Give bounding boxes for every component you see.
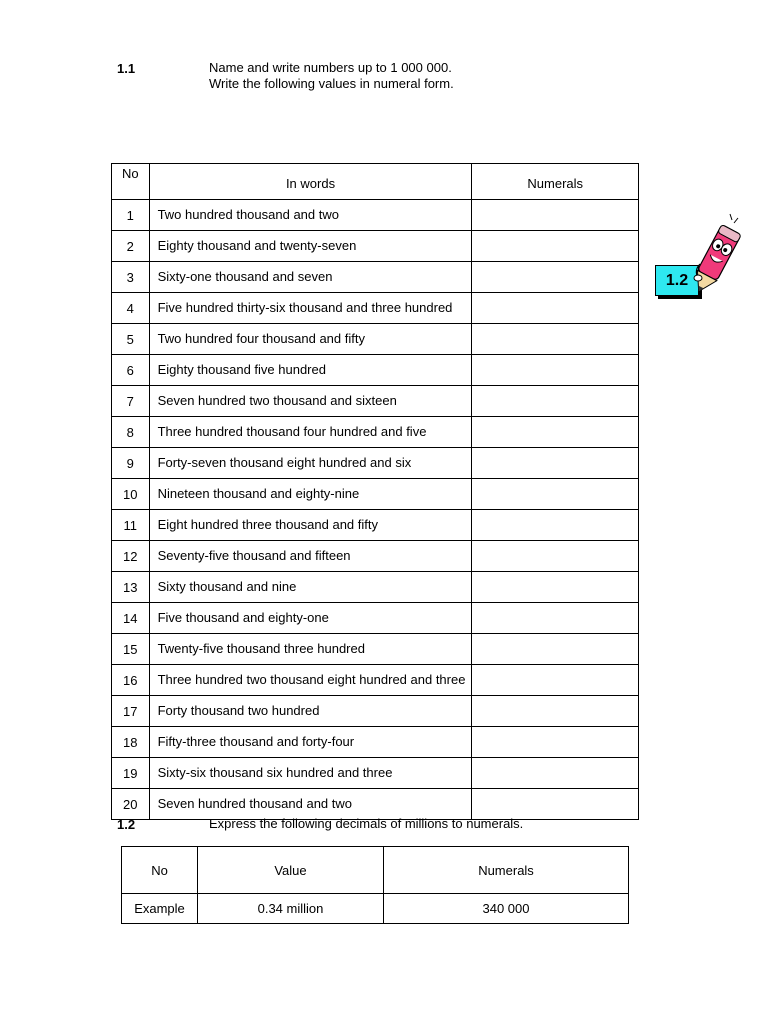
row-numeral-answer[interactable] (472, 510, 639, 541)
row-words: Seven hundred thousand and two (149, 789, 472, 820)
row-words: Seven hundred two thousand and sixteen (149, 386, 472, 417)
table-row (112, 696, 639, 727)
row-words: Three hundred thousand four hundred and five (149, 417, 472, 448)
row-number: 18 (112, 727, 150, 758)
table-row (112, 448, 639, 479)
header-numerals: Numerals (472, 164, 639, 200)
row-number: 11 (112, 510, 150, 541)
section-1-1-instruction-line2: Write the following values in numeral form. (209, 76, 454, 91)
pencil-mascot-icon (692, 212, 742, 300)
row-numeral-answer[interactable] (472, 324, 639, 355)
row-words: Eight hundred three thousand and fifty (149, 510, 472, 541)
numbers-in-words-table (111, 163, 639, 820)
header-numerals: Numerals (384, 847, 629, 894)
row-value: 0.34 million (198, 894, 384, 924)
row-numeral-answer[interactable] (472, 572, 639, 603)
section-1-1-instruction-line1: Name and write numbers up to 1 000 000. (209, 60, 452, 75)
row-words: Sixty-one thousand and seven (149, 262, 472, 293)
row-number: 8 (112, 417, 150, 448)
table-row (112, 603, 639, 634)
row-numeral-answer[interactable] (472, 417, 639, 448)
row-words: Two hundred four thousand and fifty (149, 324, 472, 355)
table-row (112, 200, 639, 231)
row-numeral-answer[interactable] (472, 665, 639, 696)
section-1-2-instruction: Express the following decimals of millions to numerals. (209, 816, 524, 831)
header-no: No (122, 847, 198, 894)
row-numeral-answer[interactable] (472, 727, 639, 758)
row-numeral: 340 000 (384, 894, 629, 924)
table-row (112, 479, 639, 510)
table-row (112, 510, 639, 541)
row-numeral-answer[interactable] (472, 634, 639, 665)
row-words: Five thousand and eighty-one (149, 603, 472, 634)
row-number: 19 (112, 758, 150, 789)
row-words: Sixty thousand and nine (149, 572, 472, 603)
table-row (112, 758, 639, 789)
row-words: Fifty-three thousand and forty-four (149, 727, 472, 758)
row-words: Forty-seven thousand eight hundred and six (149, 448, 472, 479)
row-number: 14 (112, 603, 150, 634)
table-row (112, 789, 639, 820)
table-row (112, 324, 639, 355)
row-words: Forty thousand two hundred (149, 696, 472, 727)
row-numeral-answer[interactable] (472, 696, 639, 727)
row-number: 2 (112, 231, 150, 262)
section-1-2-badge: 1.2 (655, 265, 699, 296)
header-no: No (112, 164, 150, 200)
section-1-1-number: 1.1 (117, 61, 136, 76)
row-number: 17 (112, 696, 150, 727)
row-number: 20 (112, 789, 150, 820)
row-number: 9 (112, 448, 150, 479)
row-number: 3 (112, 262, 150, 293)
row-number: 6 (112, 355, 150, 386)
header-value: Value (198, 847, 384, 894)
row-numeral-answer[interactable] (472, 758, 639, 789)
row-numeral-answer[interactable] (472, 262, 639, 293)
row-words: Five hundred thirty-six thousand and three hundred (149, 293, 472, 324)
header-in-words: In words (149, 164, 472, 200)
row-numeral-answer[interactable] (472, 541, 639, 572)
table-header-row (112, 164, 639, 200)
row-numeral-answer[interactable] (472, 603, 639, 634)
table-row (112, 417, 639, 448)
row-words: Eighty thousand and twenty-seven (149, 231, 472, 262)
row-number: 12 (112, 541, 150, 572)
row-words: Seventy-five thousand and fifteen (149, 541, 472, 572)
table-row (112, 231, 639, 262)
row-words: Eighty thousand five hundred (149, 355, 472, 386)
table-row (112, 572, 639, 603)
row-number: 16 (112, 665, 150, 696)
row-number: 5 (112, 324, 150, 355)
decimal-millions-table (121, 846, 629, 924)
table-row (112, 386, 639, 417)
table-header-row (122, 847, 629, 894)
row-number: 10 (112, 479, 150, 510)
row-numeral-answer[interactable] (472, 293, 639, 324)
row-words: Sixty-six thousand six hundred and three (149, 758, 472, 789)
row-number: 1 (112, 200, 150, 231)
row-number: 7 (112, 386, 150, 417)
row-numeral-answer[interactable] (472, 231, 639, 262)
row-words: Twenty-five thousand three hundred (149, 634, 472, 665)
row-no: Example (122, 894, 198, 924)
row-numeral-answer[interactable] (472, 448, 639, 479)
table-row (112, 541, 639, 572)
row-number: 15 (112, 634, 150, 665)
table-row (112, 293, 639, 324)
table-row (112, 665, 639, 696)
section-1-2-number: 1.2 (117, 817, 136, 832)
row-number: 4 (112, 293, 150, 324)
table-row (112, 727, 639, 758)
table-row (112, 355, 639, 386)
row-numeral-answer[interactable] (472, 789, 639, 820)
row-numeral-answer[interactable] (472, 355, 639, 386)
row-numeral-answer[interactable] (472, 479, 639, 510)
row-numeral-answer[interactable] (472, 200, 639, 231)
row-number: 13 (112, 572, 150, 603)
table-row (112, 634, 639, 665)
table-row (112, 262, 639, 293)
row-numeral-answer[interactable] (472, 386, 639, 417)
row-words: Three hundred two thousand eight hundred and three (149, 665, 472, 696)
row-words: Two hundred thousand and two (149, 200, 472, 231)
table-row (122, 894, 629, 924)
row-words: Nineteen thousand and eighty-nine (149, 479, 472, 510)
